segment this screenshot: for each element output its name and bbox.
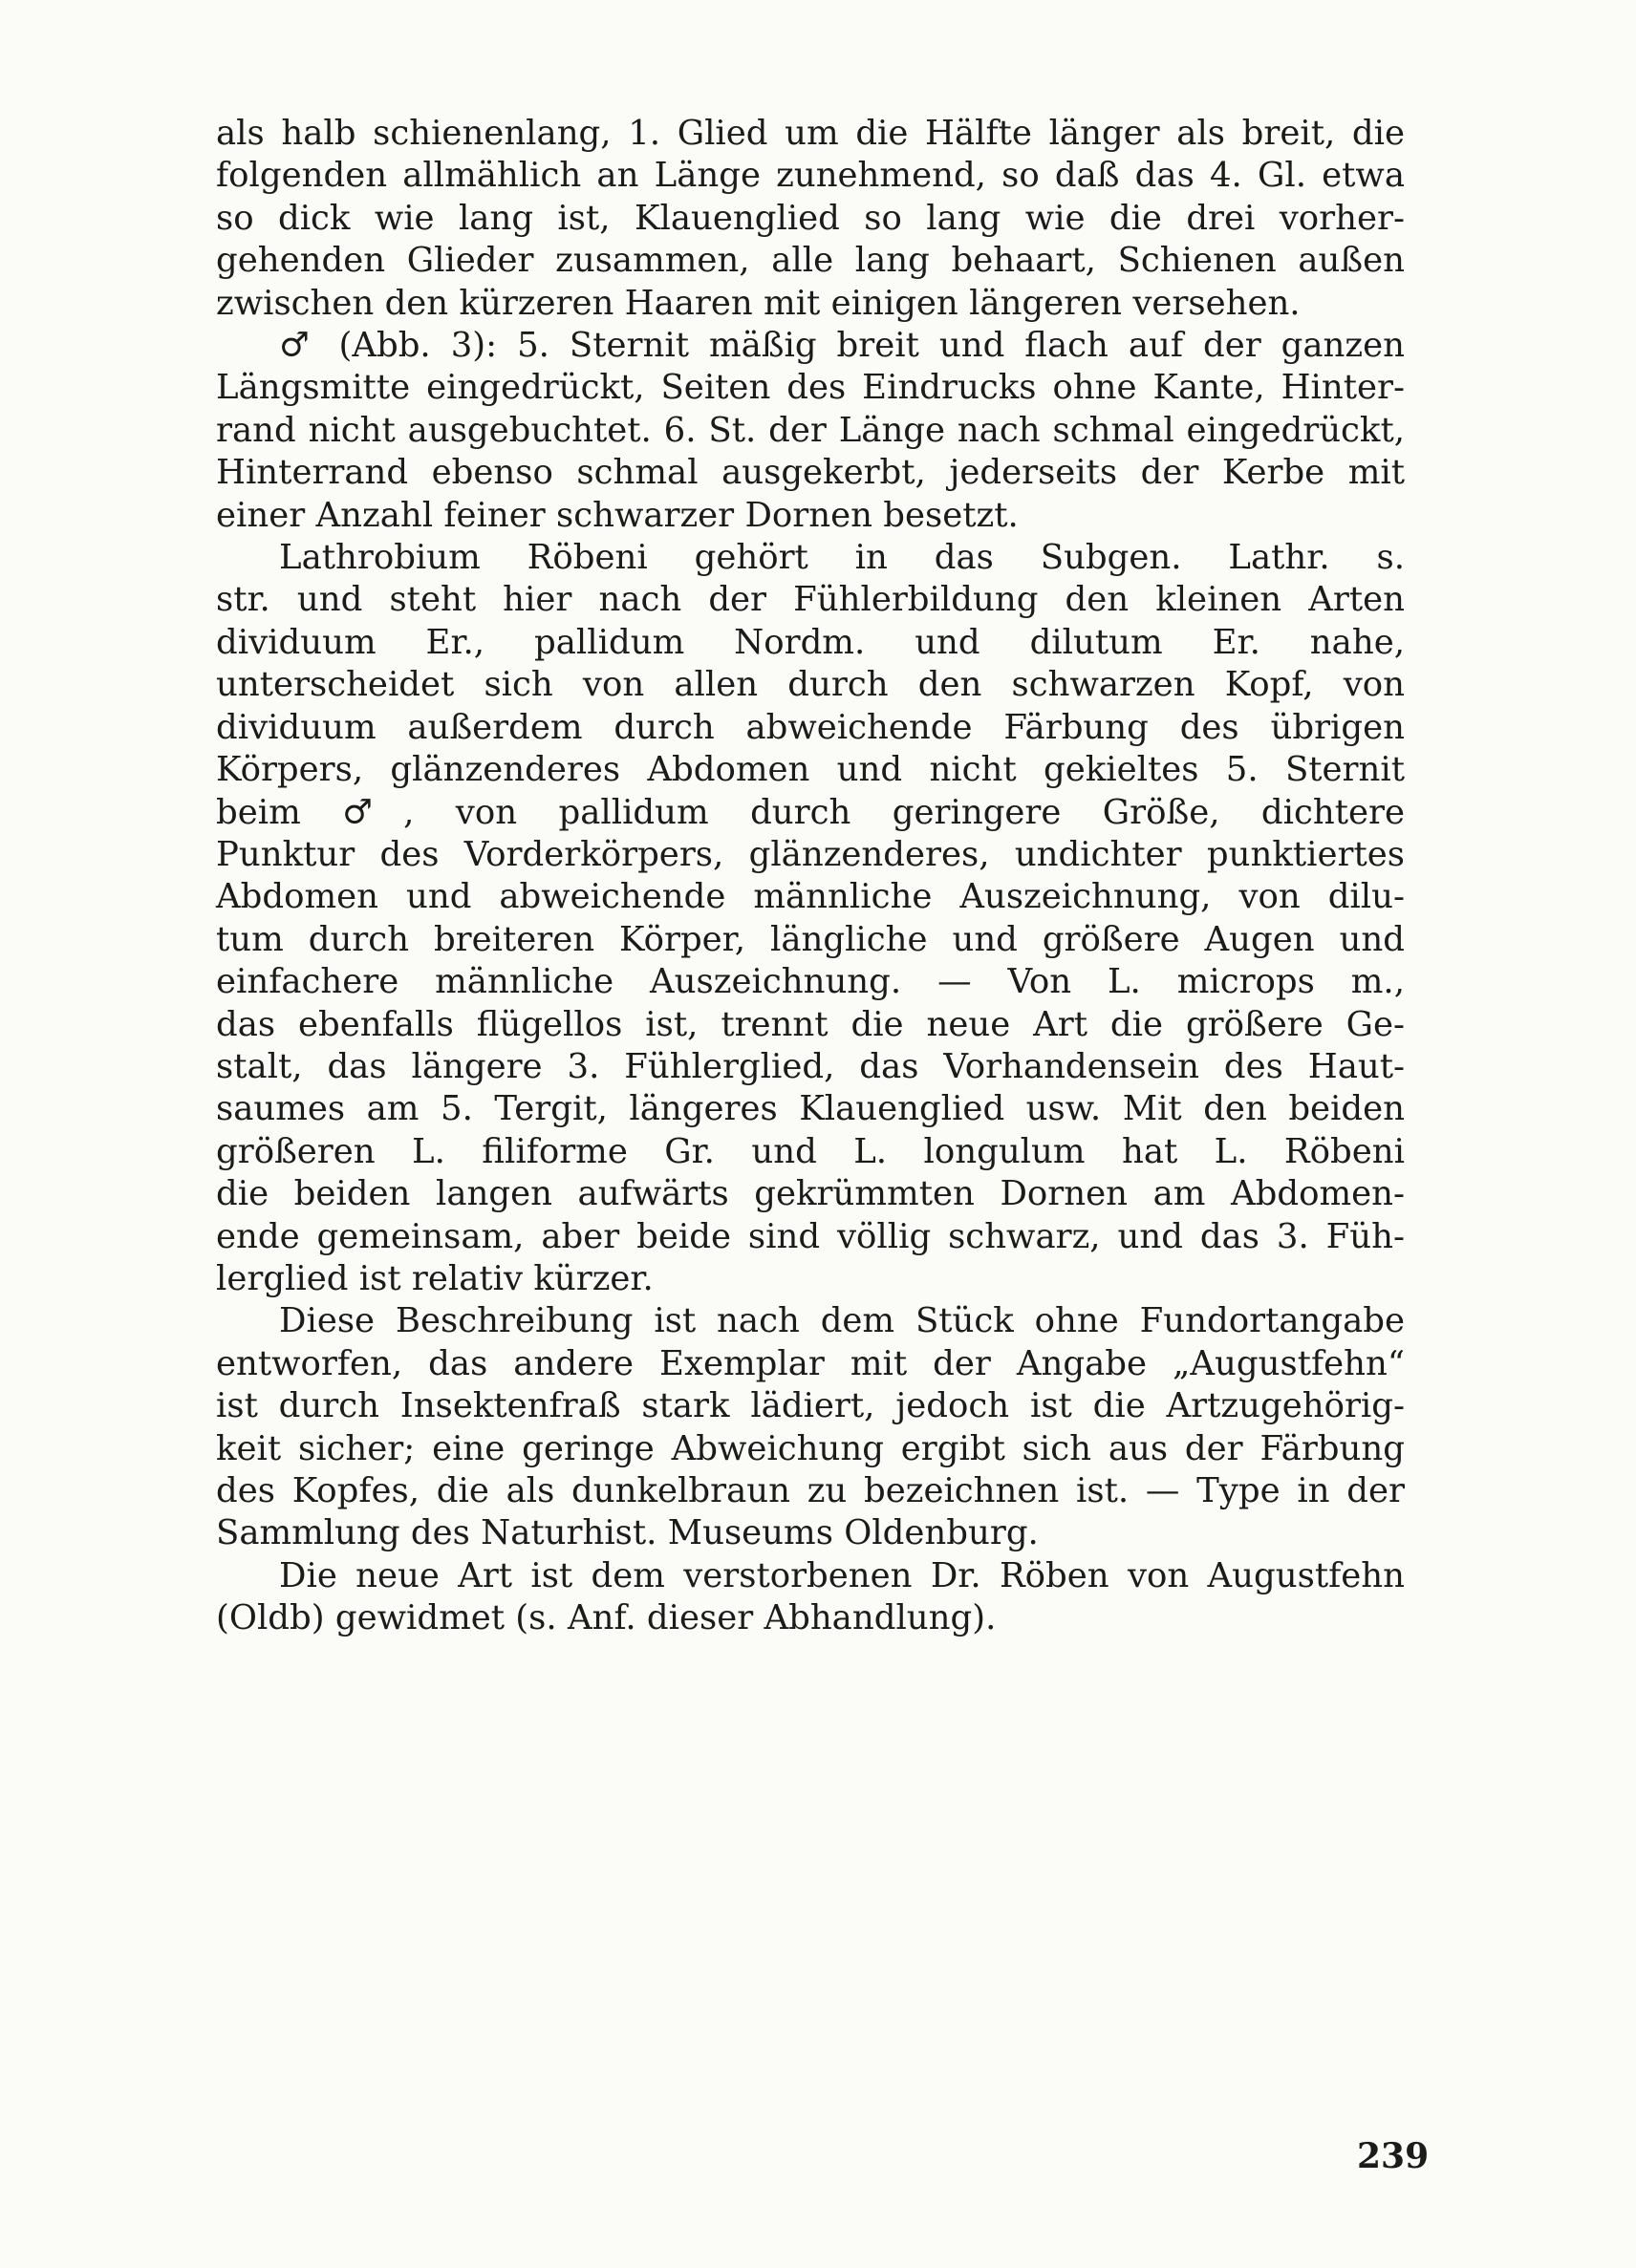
text-line: das ebenfalls flügellos ist, trennt die neue Art die größere Ge- (216, 1004, 1405, 1044)
text-line: größeren L. filiforme Gr. und L. longulum hat L. Röbeni (216, 1131, 1405, 1171)
text-line: keit sicher; eine geringe Abweichung ergibt sich aus der Färbung (216, 1428, 1405, 1468)
text-line: Diese Beschreibung ist nach dem Stück ohne Fundortangabe (279, 1301, 1405, 1341)
text-line: tum durch breiteren Körper, längliche und größere Augen und (216, 919, 1405, 959)
text-line: Hinterrand ebenso schmal ausgekerbt, jederseits der Kerbe mit (216, 453, 1405, 493)
paragraph-1 (216, 113, 1405, 325)
text-line: Körpers, glänzenderes Abdomen und nicht gekieltes 5. Sternit (216, 750, 1405, 790)
text-line: ende gemeinsam, aber beide sind völlig schwarz, und das 3. Füh- (216, 1216, 1405, 1256)
text-line: einfachere männliche Auszeichnung. — Von L. microps m., (216, 962, 1405, 1002)
text-line: unterscheidet sich von allen durch den schwarzen Kopf, von (216, 665, 1405, 705)
text-line: str. und steht hier nach der Fühlerbildung den kleinen Arten (216, 580, 1405, 620)
text-line: folgenden allmählich an Länge zunehmend, so daß das 4. Gl. etwa (216, 156, 1405, 196)
text-line: ist durch Insektenfraß stark lädiert, jedoch ist die Artzugehörig- (216, 1386, 1405, 1426)
text-line: Längsmitte eingedrückt, Seiten des Eindrucks ohne Kante, Hinter- (216, 368, 1405, 408)
paragraph-4 (216, 1300, 1405, 1554)
text-line: lerglied ist relativ kürzer. (216, 1258, 654, 1298)
text-line: dividuum außerdem durch abweichende Färbung des übrigen (216, 707, 1405, 747)
paragraph-2 (216, 325, 1405, 537)
text-line: dividuum Er., pallidum Nordm. und dilutum Er. nahe, (216, 622, 1405, 662)
text-line: entworfen, das andere Exemplar mit der Angabe „Augustfehn“ (216, 1343, 1405, 1383)
text-line: des Kopfes, die als dunkelbraun zu bezeichnen ist. — Type in der (216, 1471, 1405, 1510)
text-line: (Oldb) gewidmet (s. Anf. dieser Abhandlung). (216, 1598, 997, 1638)
text-line: als halb schienenlang, 1. Glied um die Hälfte länger als breit, die (216, 114, 1405, 153)
text-line: Sammlung des Naturhist. Museums Oldenburg. (216, 1513, 1039, 1553)
text-line: Lathrobium Röbeni gehört in das Subgen. Lathr. s. (279, 538, 1405, 578)
text-line: so dick wie lang ist, Klauenglied so lang wie die drei vorher- (216, 198, 1405, 238)
text-line: gehenden Glieder zusammen, alle lang behaart, Schienen außen (216, 241, 1405, 281)
text-line: zwischen den kürzeren Haaren mit einigen längeren versehen. (216, 283, 1301, 323)
text-line: ♂ (Abb. 3): 5. Sternit mäßig breit und flach auf der ganzen (279, 326, 1405, 366)
paragraph-3 (216, 537, 1405, 1300)
text-line: die beiden langen aufwärts gekrümmten Dornen am Abdomen- (216, 1174, 1405, 1214)
text-line: stalt, das längere 3. Fühlerglied, das Vorhandensein des Haut- (216, 1046, 1405, 1086)
text-line: saumes am 5. Tergit, längeres Klauenglied usw. Mit den beiden (216, 1089, 1405, 1129)
page-number: 239 (1357, 2136, 1430, 2176)
text-line: Abdomen und abweichende männliche Auszeichnung, von dilu- (216, 877, 1405, 917)
text-line: beim ♂, von pallidum durch geringere Größe, dichtere (216, 792, 1405, 832)
text-line: einer Anzahl feiner schwarzer Dornen besetzt. (216, 495, 1019, 535)
text-line: Punktur des Vorderkörpers, glänzenderes, undichter punktiertes (216, 834, 1405, 874)
text-line: Die neue Art ist dem verstorbenen Dr. Röben von Augustfehn (279, 1555, 1405, 1595)
text-line: rand nicht ausgebuchtet. 6. St. der Länge nach schmal eingedrückt, (216, 410, 1405, 450)
body-text (216, 113, 1405, 1640)
paragraph-5 (216, 1555, 1405, 1640)
